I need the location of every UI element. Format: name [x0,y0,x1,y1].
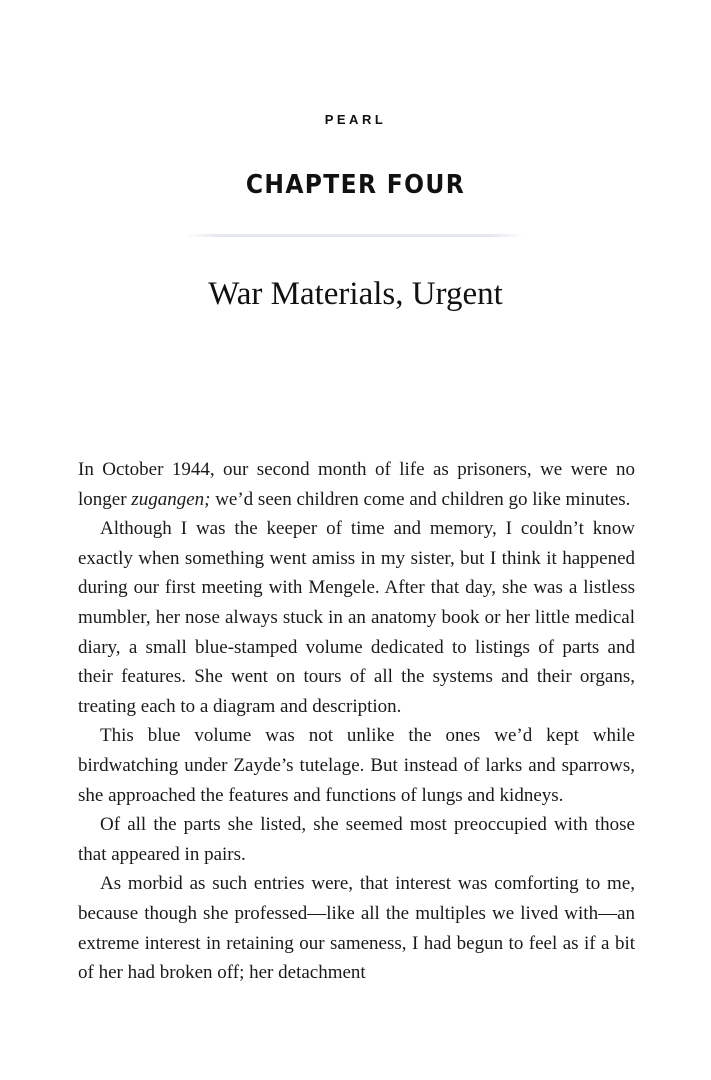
decorative-rule [186,234,524,237]
paragraph-2: Although I was the keeper of time and memory, I couldn’t know exactly when something went amiss in my sister, but I think it happened during our first meeting with Mengele. After that day, she was a listless mumbler, her nose always stuck in an anatomy book or her little medical diary, a small blue-stamped volume dedicated to listings of parts and their features. She went on tours of all the systems and their organs, treating each to a diagram and description. [78,518,635,717]
body-text [78,455,635,988]
paragraph-1-after: we’d seen children come and children go like minutes. [210,488,631,510]
chapter-title: War Materials, Urgent [208,276,503,312]
paragraph-1-before: In October 1944, our second month of life as prisoners, we were no longer [78,459,635,510]
chapter-number: CHAPTER FOUR [245,170,466,200]
running-head: PEARL [324,112,387,127]
paragraph-3: This blue volume was not unlike the ones we’d kept while birdwatching under Zayde’s tutelage. But instead of larks and sparrows, she approached the features and functions of lungs and kidneys. [78,725,635,806]
paragraph-4: Of all the parts she listed, she seemed most preoccupied with those that appeared in pairs. [78,814,635,865]
paragraph-5: As morbid as such entries were, that interest was comforting to me, because though she professed—like all the multiples we lived with—an extreme interest in retaining our sameness, I had begun to feel as if a bit of her had broken off; her detachment [78,873,635,984]
paragraph-1-italic: zugangen; [131,488,211,510]
paragraph-1 [78,455,635,514]
